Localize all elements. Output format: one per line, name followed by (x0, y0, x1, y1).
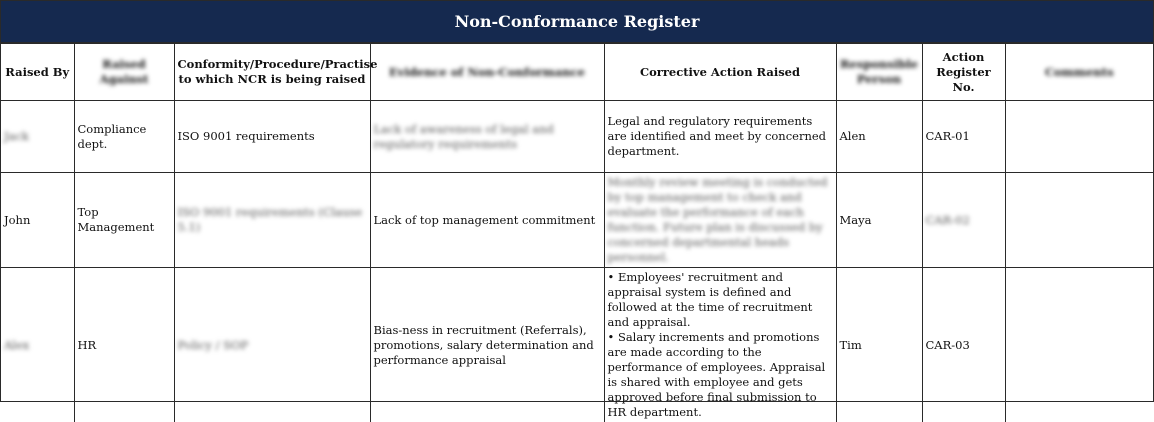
cell-raised-by: Jack (1, 101, 74, 173)
cell-conformity: ISO 9001 requirements (Clause 5.1) (174, 173, 370, 268)
table-row (1, 101, 1153, 173)
cell-conformity: Policy / SOP (174, 268, 370, 422)
cell-action-no: CAR-02 (922, 173, 1005, 268)
table-row (1, 173, 1153, 268)
corrective-action-bullet: • Salary increments and promotions are made according to the performance of employees. Appraisal is shared with employee and gets approved before final submission to HR department. (608, 330, 833, 420)
cell-evidence: Bias-ness in recruitment (Referrals), promotions, salary determination and performance appraisal (370, 268, 604, 422)
cell-corrective-action (604, 268, 836, 422)
header-row (1, 44, 1153, 101)
cell-raised-against: Compliance dept. (74, 101, 174, 173)
cell-corrective-action: Monthly review meeting is conducted by top management to check and evaluate the performance of each function. Future plan is discussed by concerned departmental heads personnel. (604, 173, 836, 268)
col-evidence: Evidence of Non-Conformance (370, 44, 604, 101)
cell-responsible: Maya (836, 173, 922, 268)
ncr-table (1, 43, 1153, 422)
cell-raised-against: Top Management (74, 173, 174, 268)
col-conformity: Conformity/Procedure/Practise to which NCR is being raised (174, 44, 370, 101)
cell-action-no: CAR-03 (922, 268, 1005, 422)
col-raised-by: Raised By (1, 44, 74, 101)
cell-responsible: Tim (836, 268, 922, 422)
cell-raised-by: Alex (1, 268, 74, 422)
cell-raised-against: HR (74, 268, 174, 422)
col-raised-against: Raised Against (74, 44, 174, 101)
col-responsible-person: Responsible Person (836, 44, 922, 101)
cell-conformity: ISO 9001 requirements (174, 101, 370, 173)
cell-corrective-action: Legal and regulatory requirements are identified and meet by concerned department. (604, 101, 836, 173)
col-corrective-action: Corrective Action Raised (604, 44, 836, 101)
cell-comments (1005, 173, 1153, 268)
cell-comments (1005, 101, 1153, 173)
corrective-action-bullet: • Employees' recruitment and appraisal system is defined and followed at the time of recruitment and appraisal. (608, 270, 833, 330)
cell-comments (1005, 268, 1153, 422)
cell-evidence: Lack of awareness of legal and regulatory requirements (370, 101, 604, 173)
col-comments: Comments (1005, 44, 1153, 101)
table-row (1, 268, 1153, 422)
cell-raised-by: John (1, 173, 74, 268)
register-title: Non-Conformance Register (1, 1, 1153, 43)
cell-evidence: Lack of top management commitment (370, 173, 604, 268)
cell-action-no: CAR-01 (922, 101, 1005, 173)
cell-responsible: Alen (836, 101, 922, 173)
col-action-register-no: Action Register No. (922, 44, 1005, 101)
